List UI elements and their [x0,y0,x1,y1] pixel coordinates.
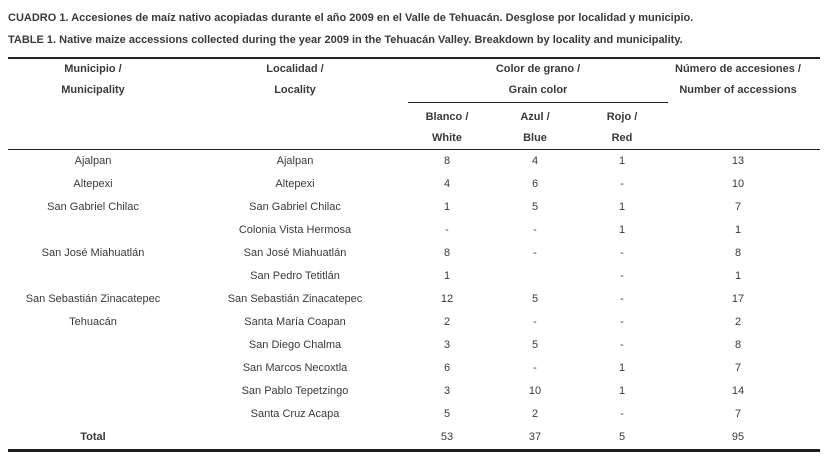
cell-total: 2 [734,316,742,328]
table-header [8,57,820,150]
total-red: 5 [618,431,626,443]
cell-red: 1 [618,385,626,397]
cell-locality: Colonia Vista Hermosa [238,224,352,236]
cell-red: - [620,339,624,351]
cell-municipality: Altepexi [73,178,113,190]
cell-blue: 2 [531,408,539,420]
header-locality-en: Locality [274,84,316,96]
cell-municipality: San Sebastián Zinacatepec [25,293,161,305]
header-red-es: Rojo / [606,111,638,123]
header-grain-color-es: Color de grano / [495,63,581,75]
data-table [8,57,820,452]
cell-white: 4 [443,178,451,190]
header-blue-en: Blue [523,132,547,144]
table-row [8,288,820,311]
cell-red: 1 [618,155,626,167]
total-total: 95 [731,431,745,443]
cell-municipality: Ajalpan [74,155,112,167]
header-grain-color-en: Grain color [508,84,568,96]
cell-red: - [620,270,624,282]
header-white [412,103,482,149]
table-row [8,242,820,265]
header-blue-es: Azul / [520,111,550,123]
cell-white: 3 [443,339,451,351]
table-row [8,150,820,173]
cell-blue: - [533,224,537,236]
table-body [8,150,820,452]
cell-locality: San Diego Chalma [248,339,342,351]
header-accessions [656,59,820,149]
cell-blue: 4 [531,155,539,167]
header-white-en: White [432,132,462,144]
cell-total: 7 [734,362,742,374]
cell-municipality [8,334,178,357]
cell-red: 1 [618,362,626,374]
cell-locality: Santa María Coapan [244,316,346,328]
header-red-en: Red [611,132,633,144]
cell-white: 8 [443,247,451,259]
table-row [8,219,820,242]
cell-municipality: Tehuacán [69,316,117,328]
cell-red: - [620,316,624,328]
table-row [8,265,820,288]
table-row [8,334,820,357]
cell-municipality [8,357,178,380]
cell-total: 7 [734,201,742,213]
cell-total: 17 [731,293,745,305]
cell-municipality: San Gabriel Chilac [47,201,139,213]
cell-total: 8 [734,247,742,259]
header-red [588,103,656,149]
cell-blue: 5 [531,339,539,351]
cell-municipality [8,380,178,403]
cell-white: 3 [443,385,451,397]
cell-total: 14 [731,385,745,397]
table-row [8,196,820,219]
cell-municipality [8,265,178,288]
total-blue: 37 [528,431,542,443]
total-locality [178,426,412,449]
cell-locality: San Pedro Tetitlán [250,270,340,282]
cell-blue: 5 [531,293,539,305]
cell-white: 12 [440,293,454,305]
cell-locality: Santa Cruz Acapa [250,408,340,420]
cell-locality: San Gabriel Chilac [249,201,341,213]
table-row [8,403,820,426]
cell-blue: 6 [531,178,539,190]
cell-total: 1 [734,224,742,236]
table-row [8,311,820,334]
cell-municipality [8,403,178,426]
header-grain-color-group [408,59,668,103]
cell-red: 1 [618,201,626,213]
cell-blue: - [533,362,537,374]
cell-red: - [620,247,624,259]
total-label: Total [80,431,106,443]
cell-white: 1 [443,201,451,213]
header-municipality-es: Municipio / [64,63,122,75]
cell-red: 1 [618,224,626,236]
cell-total: 13 [731,155,745,167]
cell-white: 2 [443,316,451,328]
cell-total: 8 [734,339,742,351]
table-row [8,173,820,196]
cell-municipality: San José Miahuatlán [41,247,145,259]
header-municipality [8,59,178,149]
caption-spanish: CUADRO 1. Accesiones de maíz nativo acopiadas durante el año 2009 en el Valle de Tehuacán. Desglose por localidad y municipio. [8,12,694,24]
cell-blue [482,265,588,288]
cell-locality: San Sebastián Zinacatepec [227,293,363,305]
caption-english: TABLE 1. Native maize accessions collected during the year 2009 in the Tehuacán Valley. Breakdown by locality and municipality. [8,34,683,46]
header-locality [178,59,412,149]
cell-blue: - [533,247,537,259]
cell-total: 10 [731,178,745,190]
cell-red: - [620,408,624,420]
cell-blue: 5 [531,201,539,213]
cell-locality: San Marcos Necoxtla [242,362,348,374]
cell-total: 7 [734,408,742,420]
cell-total: 1 [734,270,742,282]
cell-blue: - [533,316,537,328]
cell-white: 1 [443,270,451,282]
cell-red: - [620,178,624,190]
cell-red: - [620,293,624,305]
cell-locality: Altepexi [275,178,315,190]
cell-municipality [8,219,178,242]
cell-white: 8 [443,155,451,167]
cell-blue: 10 [528,385,542,397]
table-row [8,357,820,380]
table-row [8,380,820,403]
cell-locality: San Pablo Tepetzingo [241,385,349,397]
header-locality-es: Localidad / [266,63,324,75]
total-white: 53 [440,431,454,443]
table-caption [0,0,828,51]
header-accessions-es: Número de accesiones / [675,63,801,75]
cell-white: 5 [443,408,451,420]
cell-locality: Ajalpan [276,155,314,167]
table-total-row [8,426,820,449]
header-white-es: Blanco / [425,111,469,123]
header-municipality-en: Municipality [61,84,125,96]
header-accessions-en: Number of accessions [679,84,797,96]
cell-white: 6 [443,362,451,374]
header-blue [482,103,588,149]
cell-locality: San José Miahuatlán [243,247,347,259]
cell-white: - [445,224,449,236]
